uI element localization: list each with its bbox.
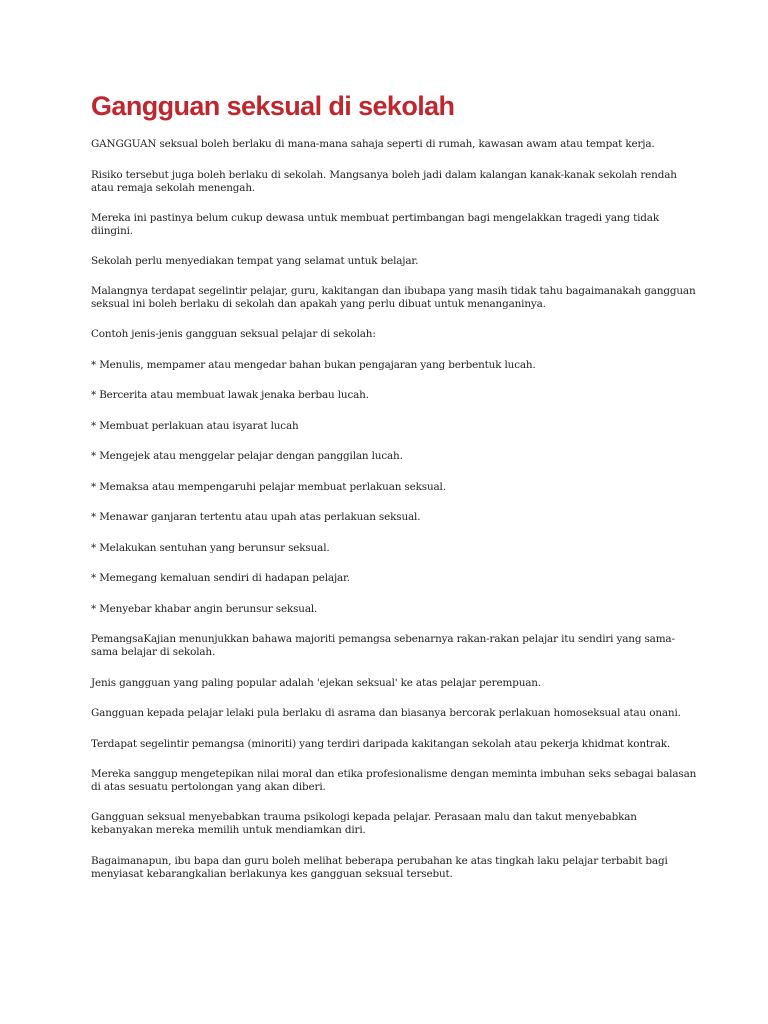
paragraph-line: Gangguan kepada pelajar lelaki pula berlaku di asrama dan biasanya bercorak perlakuan homoseksual atau onani. xyxy=(91,707,681,719)
paragraph-line: Malangnya terdapat segelintir pelajar, guru, kakitangan dan ibubapa yang masih tidak tahu bagaimanakah gangguan xyxy=(91,285,696,297)
list-item xyxy=(91,511,686,524)
paragraph xyxy=(91,255,686,268)
paragraph-line: atau remaja sekolah menengah. xyxy=(91,181,256,194)
paragraph-line: * Menyebar khabar angin berunsur seksual. xyxy=(91,603,318,615)
list-item xyxy=(91,389,686,402)
paragraph-line: kebanyakan mereka memilih untuk mendiamkan diri. xyxy=(91,823,366,836)
paragraph-line: Contoh jenis-jenis gangguan seksual pelajar di sekolah: xyxy=(91,328,376,340)
paragraph xyxy=(91,811,686,836)
paragraph-line: di atas sesuatu pertolongan yang akan diberi. xyxy=(91,780,326,793)
list-item xyxy=(91,420,686,433)
list-item xyxy=(91,359,686,372)
paragraph-line: Sekolah perlu menyediakan tempat yang selamat untuk belajar. xyxy=(91,255,419,267)
list-item xyxy=(91,481,686,494)
paragraph-line: * Memegang kemaluan sendiri di hadapan pelajar. xyxy=(91,572,350,584)
paragraph-line: * Memaksa atau mempengaruhi pelajar membuat perlakuan seksual. xyxy=(91,481,446,493)
paragraph xyxy=(91,677,686,690)
paragraph xyxy=(91,285,696,310)
paragraph-line: Mereka ini pastinya belum cukup dewasa untuk membuat pertimbangan bagi mengelakkan tragedi yang tidak xyxy=(91,212,659,224)
paragraph-line: PemangsaKajian menunjukkan bahawa majoriti pemangsa sebenarnya rakan-rakan pelajar itu sendiri yang sama- xyxy=(91,633,675,645)
page-title: Gangguan seksual di sekolah xyxy=(91,91,455,121)
list-item xyxy=(91,450,686,463)
paragraph-line: menyiasat kebarangkalian berlakunya kes gangguan seksual tersebut. xyxy=(91,867,453,880)
paragraph xyxy=(91,707,686,720)
paragraph xyxy=(91,633,686,658)
paragraph xyxy=(91,738,686,751)
paragraph-line: * Melakukan sentuhan yang berunsur seksual. xyxy=(91,542,330,554)
paragraph xyxy=(91,138,686,151)
paragraph-line: * Membuat perlakuan atau isyarat lucah xyxy=(91,420,299,432)
paragraph-line: Gangguan seksual menyebabkan trauma psikologi kepada pelajar. Perasaan malu dan takut menyebabkan xyxy=(91,811,637,823)
paragraph xyxy=(91,169,686,194)
paragraph-line: diingini. xyxy=(91,224,133,237)
list-item xyxy=(91,603,686,616)
paragraph-line: GANGGUAN seksual boleh berlaku di mana-mana sahaja seperti di rumah, kawasan awam atau tempat kerja. xyxy=(91,138,655,150)
paragraph-line: Risiko tersebut juga boleh berlaku di sekolah. Mangsanya boleh jadi dalam kalangan kanak-kanak sekolah rendah xyxy=(91,169,677,181)
paragraph xyxy=(91,212,686,237)
list-item xyxy=(91,542,686,555)
list-item xyxy=(91,572,686,585)
paragraph-line: * Menawar ganjaran tertentu atau upah atas perlakuan seksual. xyxy=(91,511,421,523)
paragraph-line: * Menulis, mempamer atau mengedar bahan bukan pengajaran yang berbentuk lucah. xyxy=(91,359,536,371)
paragraph-line: seksual ini boleh berlaku di sekolah dan apakah yang perlu dibuat untuk menanganinya. xyxy=(91,297,546,310)
paragraph-line: Bagaimanapun, ibu bapa dan guru boleh melihat beberapa perubahan ke atas tingkah laku pelajar terbabit bagi xyxy=(91,855,668,867)
paragraph-line: * Bercerita atau membuat lawak jenaka berbau lucah. xyxy=(91,389,369,401)
paragraph-line: Jenis gangguan yang paling popular adalah 'ejekan seksual' ke atas pelajar perempuan. xyxy=(91,677,541,689)
paragraph-line: Mereka sanggup mengetepikan nilai moral dan etika profesionalisme dengan meminta imbuhan seks sebagai balasan xyxy=(91,768,697,780)
paragraph xyxy=(91,328,686,341)
paragraph xyxy=(91,768,697,793)
paragraph xyxy=(91,855,686,880)
paragraph-line: * Mengejek atau menggelar pelajar dengan panggilan lucah. xyxy=(91,450,403,462)
paragraph-line: sama belajar di sekolah. xyxy=(91,645,216,658)
paragraph-line: Terdapat segelintir pemangsa (minoriti) yang terdiri daripada kakitangan sekolah atau pekerja khidmat kontrak. xyxy=(91,738,671,750)
